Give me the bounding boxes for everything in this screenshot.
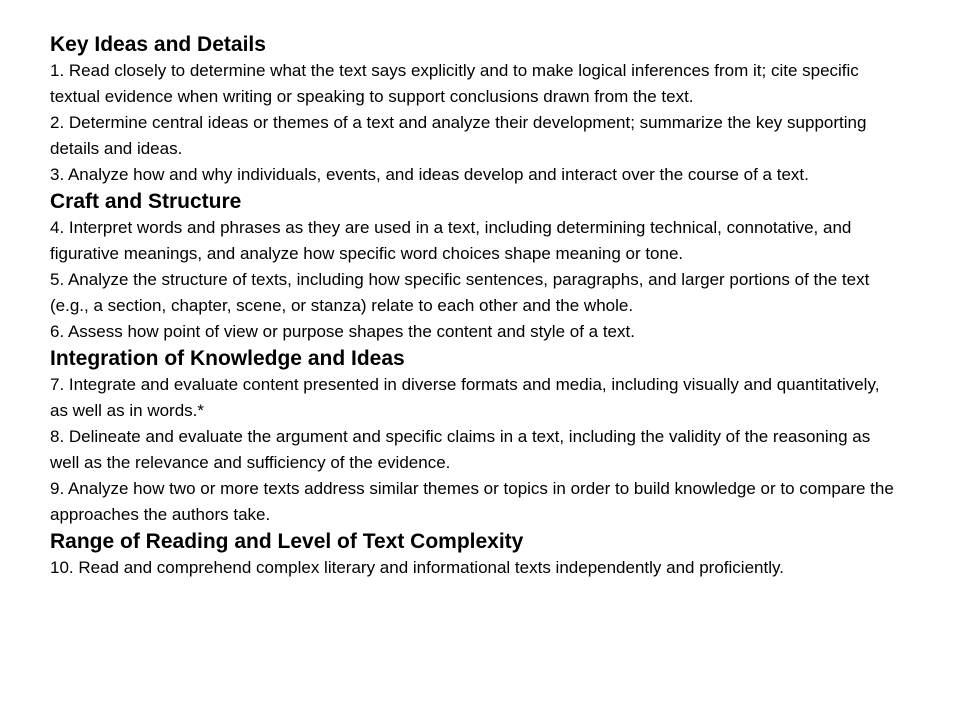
standard-item: 7. Integrate and evaluate content presented in diverse formats and media, including visually and quantitatively, as well as in words.* bbox=[50, 375, 880, 420]
standard-item: 2. Determine central ideas or themes of a text and analyze their development; summarize the key supporting details and ideas. bbox=[50, 113, 867, 158]
section-craft-structure bbox=[50, 188, 900, 345]
section-key-ideas bbox=[50, 31, 900, 188]
section-integration bbox=[50, 345, 900, 528]
section-heading: Integration of Knowledge and Ideas bbox=[50, 347, 405, 370]
standard-item: 6. Assess how point of view or purpose shapes the content and style of a text. bbox=[50, 322, 635, 341]
standard-item: 9. Analyze how two or more texts address similar themes or topics in order to build knowledge or to compare the approaches the authors take. bbox=[50, 479, 894, 524]
standard-item: 4. Interpret words and phrases as they are used in a text, including determining technical, connotative, and figurative meanings, and analyze how specific word choices shape meaning or tone. bbox=[50, 218, 852, 263]
standard-item: 10. Read and comprehend complex literary and informational texts independently and proficiently. bbox=[50, 558, 784, 577]
standard-item: 5. Analyze the structure of texts, including how specific sentences, paragraphs, and larger portions of the text (e.g., a section, chapter, scene, or stanza) relate to each other and the whole. bbox=[50, 270, 870, 315]
section-heading: Range of Reading and Level of Text Complexity bbox=[50, 530, 524, 553]
section-range-of-reading bbox=[50, 528, 900, 581]
standard-item: 1. Read closely to determine what the text says explicitly and to make logical inferences from it; cite specific textual evidence when writing or speaking to support conclusions drawn from the text. bbox=[50, 61, 859, 106]
standard-item: 8. Delineate and evaluate the argument and specific claims in a text, including the validity of the reasoning as well as the relevance and sufficiency of the evidence. bbox=[50, 427, 871, 472]
standard-item: 3. Analyze how and why individuals, events, and ideas develop and interact over the course of a text. bbox=[50, 165, 809, 184]
section-heading: Craft and Structure bbox=[50, 190, 242, 213]
standards-document bbox=[50, 31, 900, 581]
section-heading: Key Ideas and Details bbox=[50, 33, 266, 56]
